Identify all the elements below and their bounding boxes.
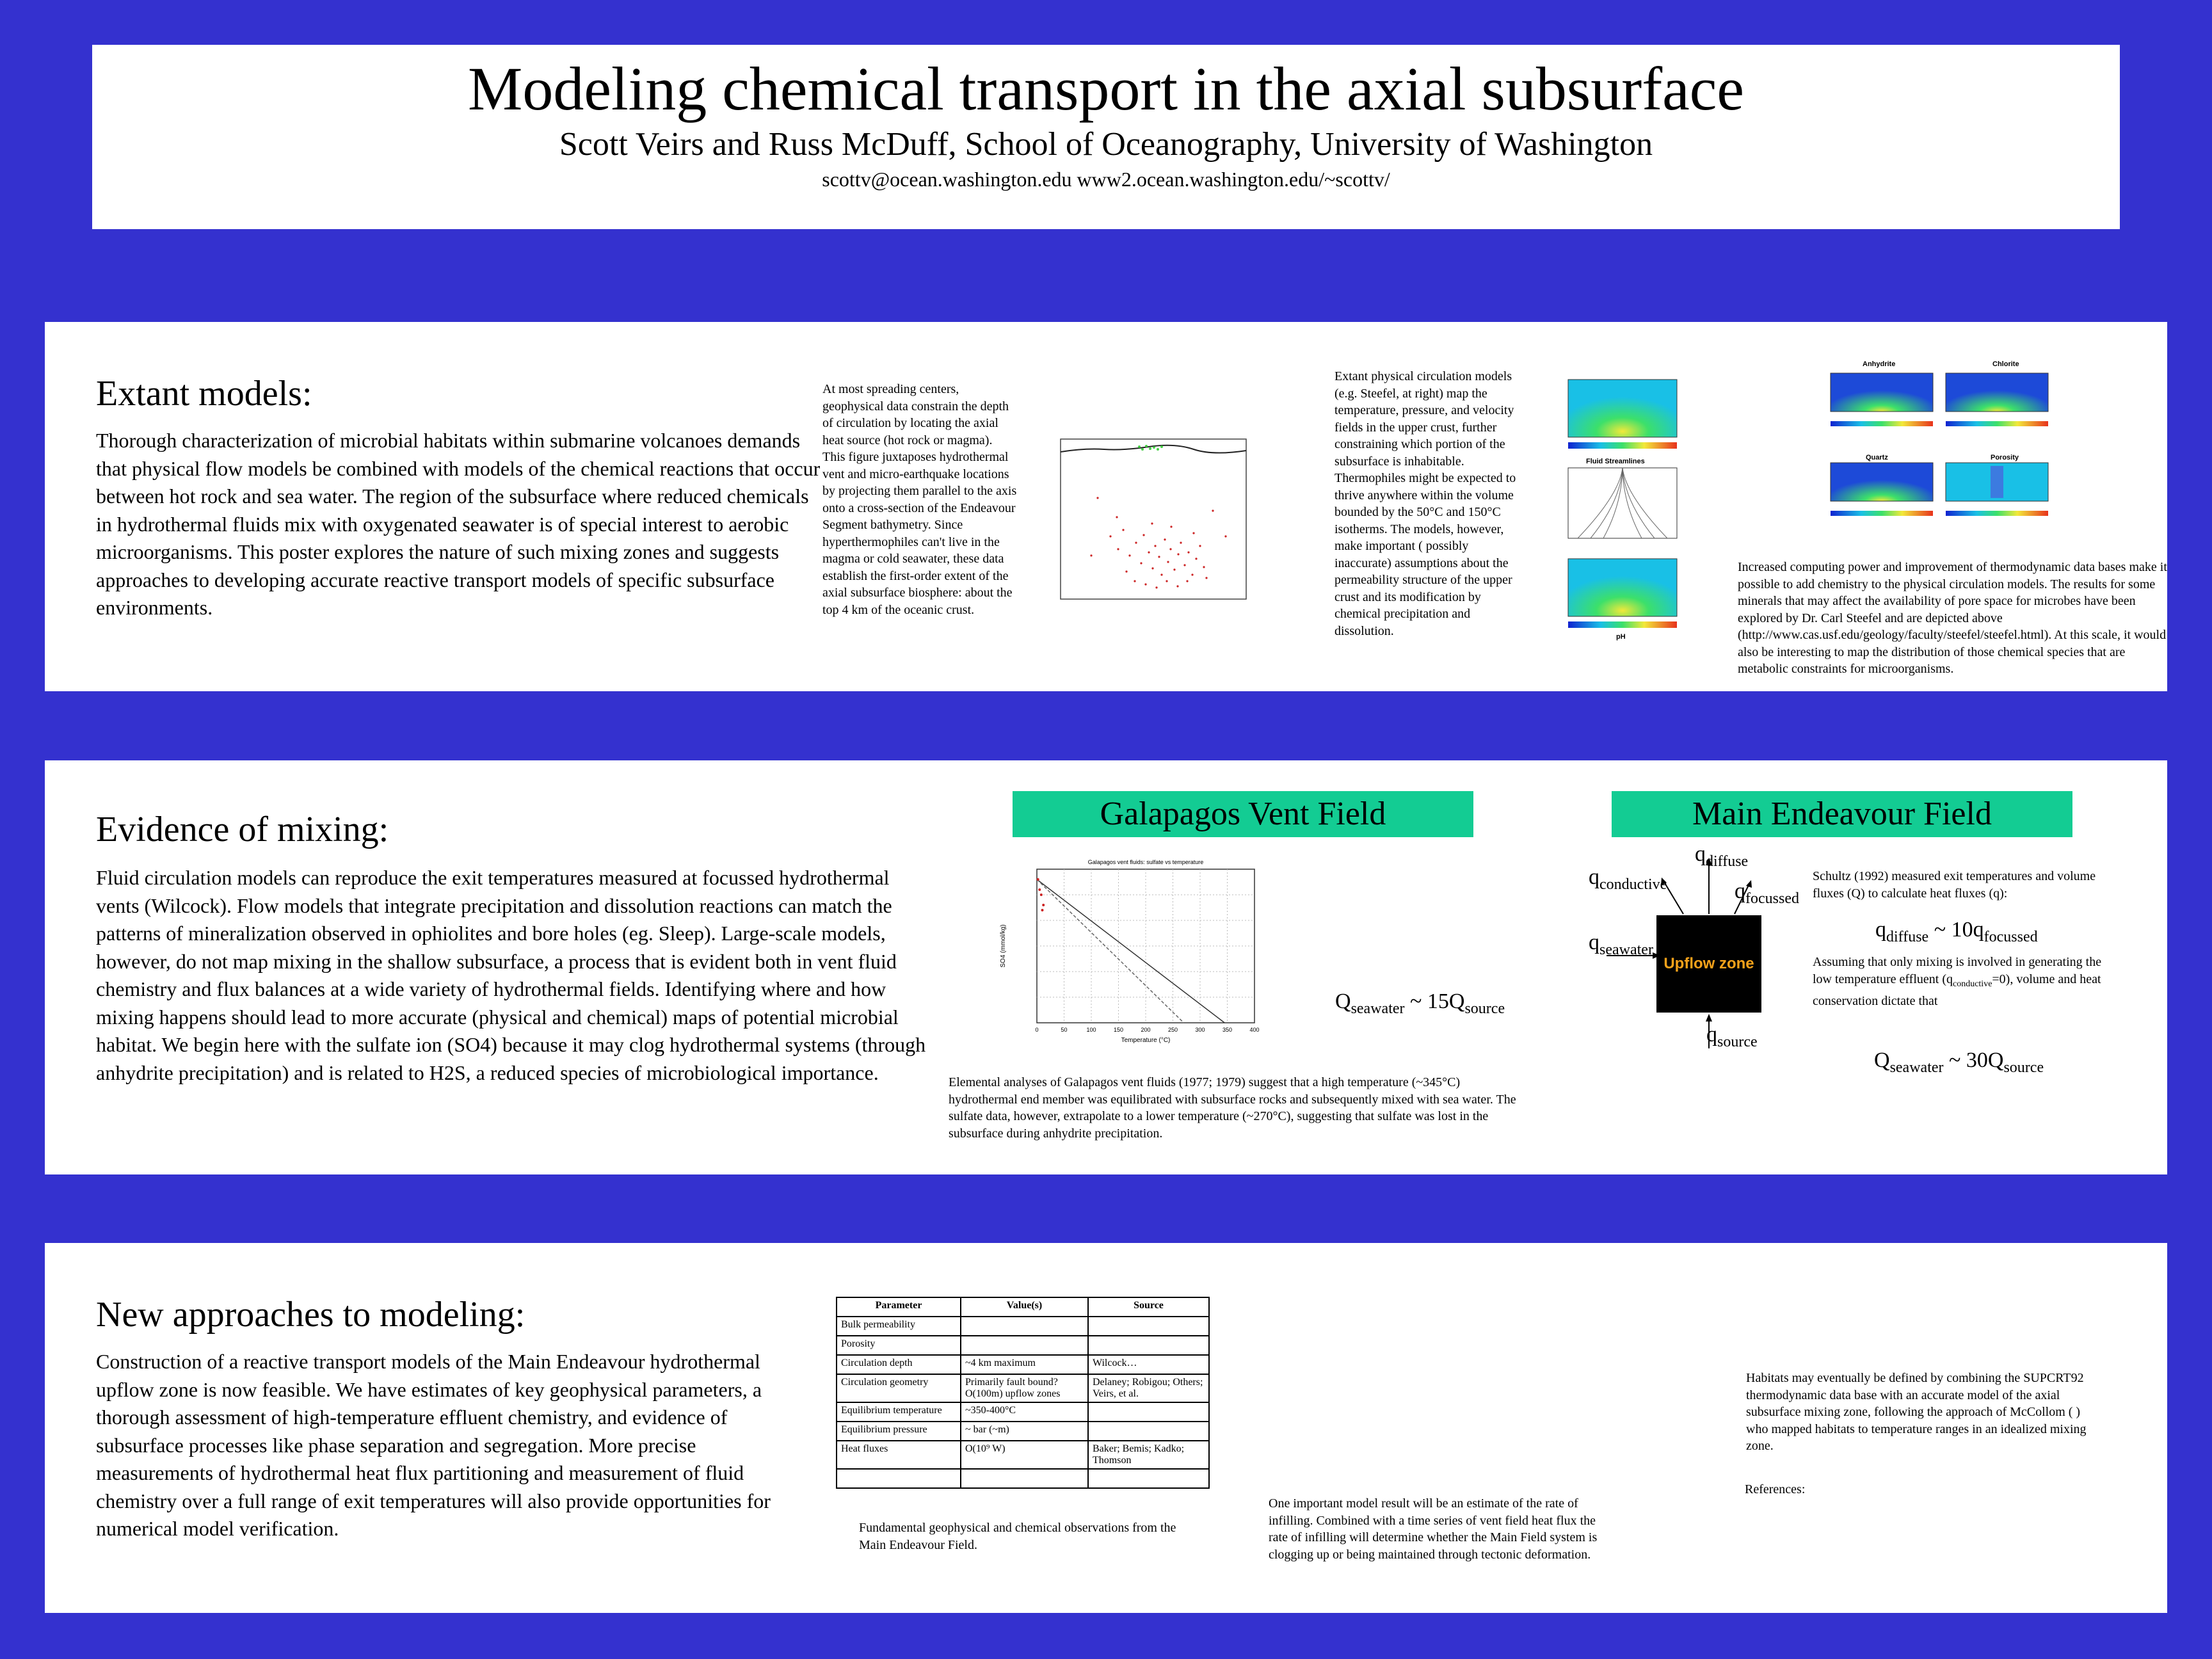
evidence-mixing-title: Evidence of mixing: xyxy=(96,810,389,849)
new-approaches-panel xyxy=(45,1243,2167,1613)
extant-models-body: Thorough characterization of microbial habitats within submarine volcanoes demands that physical flow models be combined with models of the chemical reactions that occur between hot rock and sea water. The region of the subsurface where reduced chemicals in hydrothermal fluids mix with oxygenated seawater is of special interest to aerobic microorganisms. This poster explores the nature of such mixing zones and suggests approaches to developing accurate reactive transport models of specific subsurface environments. xyxy=(96,429,821,619)
chart-x-tick-label: 0 xyxy=(1035,1027,1039,1033)
table-row xyxy=(837,1402,1209,1422)
source-cell xyxy=(1088,1336,1209,1355)
chemistry-models-caption: Increased computing power and improvement of thermodynamic data bases make it possible to add chemistry to the physical circulation models. The results for some minerals that may affect the availability of pore space for microbes have been explored by Dr. Carl Steefel and are depicted above (http://www.cas.usf.edu/geology/faculty/steefel/steefel.html). At this scale, it would also be interesting to map the distribution of those chemical species that are metabolic constraints for microorganisms. xyxy=(1738,560,2167,676)
chart-point xyxy=(1040,894,1043,896)
chart-x-tick-label: 50 xyxy=(1061,1027,1068,1033)
chart-point xyxy=(1038,888,1041,891)
anhydrite-label: Anhydrite xyxy=(1863,360,1896,368)
source-cell: Delaney; Robigou; Others; Veirs, et al. xyxy=(1088,1374,1209,1402)
chart-x-tick-label: 150 xyxy=(1113,1027,1124,1033)
q-source-label: $q_{source}$ xyxy=(1706,1023,1758,1050)
chart-x-tick-label: 100 xyxy=(1086,1027,1096,1033)
table-row xyxy=(837,1422,1209,1441)
table-header-parameter: Parameter xyxy=(837,1297,961,1317)
chart-x-tick-label: 250 xyxy=(1167,1027,1178,1033)
extant-models-title: Extant models: xyxy=(96,374,312,413)
extant-models-panel xyxy=(45,322,2167,691)
value-cell xyxy=(961,1469,1088,1488)
table-header-values: Value(s) xyxy=(961,1297,1088,1317)
steefel-circulation-plots xyxy=(1543,367,1683,648)
infilling-text: One important model result will be an estimate of the rate of infilling. Combined with a time series of vent field heat flux the rate of infilling will determine whether the Main Field system is clogging up or being maintained through tectonic deformation. xyxy=(1269,1496,1598,1562)
habitats-text: Habitats may eventually be defined by combining the SUPCRT92 thermodynamic data base with an accurate model of the axial subsurface mixing zone, following the approach of McCollom ( ) who mapped habitats to temperature ranges in an idealized mixing zone. xyxy=(1746,1371,2087,1453)
table-header-row xyxy=(837,1297,1209,1317)
chart-xlabel: Temperature (°C) xyxy=(1121,1037,1171,1044)
q-focussed-label: $q_{focussed}$ xyxy=(1735,879,1799,907)
parameter-cell: Circulation depth xyxy=(837,1355,961,1374)
parameter-cell: Bulk permeability xyxy=(837,1317,961,1336)
q-seawater-label: $q_{seawater}$ xyxy=(1589,931,1653,958)
upflow-zone-label: Upflow zone xyxy=(1663,955,1754,972)
value-cell: O(10⁹ W) xyxy=(961,1441,1088,1469)
main-endeavour-field-label: Main Endeavour Field xyxy=(1612,791,2072,837)
value-cell: ~ bar (~m) xyxy=(961,1422,1088,1441)
source-cell: Baker; Bemis; Kadko; Thomson xyxy=(1088,1441,1209,1469)
chart-title: Galapagos vent fluids: sulfate vs temperature xyxy=(1087,859,1204,865)
value-cell: ~4 km maximum xyxy=(961,1355,1088,1374)
chart-x-tick-label: 400 xyxy=(1249,1027,1260,1033)
galapagos-sulfate-chart xyxy=(992,850,1274,1055)
chart-point xyxy=(1037,878,1039,881)
poster-contact: scottv@ocean.washington.edu www2.ocean.washington.edu/~scottv/ xyxy=(822,168,1390,191)
chart-ylabel: SO4 (mmol/kg) xyxy=(1000,924,1007,968)
chlorite-label: Chlorite xyxy=(1992,360,2019,368)
table-header-source: Source xyxy=(1088,1297,1209,1317)
steefel-mineral-plots xyxy=(1799,354,2067,546)
heat-flux-equation: $q_{diffuse}$ ~ $10q_{focussed}$ xyxy=(1875,918,2038,945)
references-label: References: xyxy=(1745,1482,1806,1496)
source-cell xyxy=(1088,1422,1209,1441)
chart-x-tick-label: 200 xyxy=(1141,1027,1151,1033)
evidence-mixing-panel xyxy=(45,760,2167,1174)
value-cell xyxy=(961,1317,1088,1336)
value-cell xyxy=(961,1336,1088,1355)
value-cell: Primarily fault bound? O(100m) upflow zones xyxy=(961,1374,1088,1402)
earthquake-cross-section-figure xyxy=(1034,421,1277,613)
galapagos-vent-field-label: Galapagos Vent Field xyxy=(1013,791,1473,837)
assumption-text: Assuming that only mixing is involved in generating the low temperature effluent $(q_{conductive}=0)$, volume and heat conservation dictate that xyxy=(1813,955,2102,1008)
source-cell xyxy=(1088,1317,1209,1336)
chart-x-tick-label: 300 xyxy=(1195,1027,1205,1033)
schultz-text: Schultz (1992) measured exit temperatures and volume fluxes (Q) to calculate heat fluxes (q): xyxy=(1813,869,2096,901)
poster-authors: Scott Veirs and Russ McDuff, School of Oceanography, University of Washington xyxy=(559,126,1653,163)
chart-point xyxy=(1042,904,1045,906)
quartz-label: Quartz xyxy=(1866,454,1888,461)
parameter-cell: Circulation geometry xyxy=(837,1374,961,1402)
table-row xyxy=(837,1469,1209,1488)
table-row xyxy=(837,1441,1209,1469)
parameter-cell: Equilibrium pressure xyxy=(837,1422,961,1441)
table-row xyxy=(837,1317,1209,1336)
porosity-label: Porosity xyxy=(1991,454,2019,461)
q-diffuse-label: $q_{diffuse}$ xyxy=(1695,842,1749,870)
source-cell: Wilcock… xyxy=(1088,1355,1209,1374)
galapagos-caption: Elemental analyses of Galapagos vent fluids (1977; 1979) suggest that a high temperature (~345°C) hydrothermal end member was equilibrated with subsurface rocks and subsequently mixed with sea water. The sulfate data, however, extrapolate to a lower temperature (~270°C), suggesting that sulfate was lost in the subsurface during anhydrite precipitation. xyxy=(949,1075,1516,1141)
source-cell xyxy=(1088,1469,1209,1488)
parameter-table xyxy=(836,1297,1210,1489)
streamlines-label: Fluid Streamlines xyxy=(1586,458,1645,465)
table-caption: Fundamental geophysical and chemical observations from the Main Endeavour Field. xyxy=(859,1521,1176,1552)
galapagos-equation: $Q_{seawater}$ ~ $15Q_{source}$ xyxy=(1335,990,1505,1017)
parameter-cell: Equilibrium temperature xyxy=(837,1402,961,1422)
q-conductive-label: $q_{conductive}$ xyxy=(1589,865,1667,893)
new-approaches-body: Construction of a reactive transport models of the Main Endeavour hydrothermal upflow zone is now feasible. We have estimates of key geophysical parameters, a thorough assessment of high-temperature effluent chemistry, and evidence of subsurface processes like phase separation and segregation. More precise measurements of hydrothermal heat flux partitioning and measurement of fluid chemistry over a full range of exit temperatures will also provide opportunities for numerical model verification. xyxy=(96,1350,771,1540)
circulation-models-caption: Extant physical circulation models (e.g. Steefel, at right) map the temperature, pressure, and velocity fields in the upper crust, further constraining which portion of the subsurface is inhabitable. Thermophiles might be expected to thrive anywhere within the volume bounded by the 50°C and 150°C isotherms. The models, however, make important ( possibly inaccurate) assumptions about the permeability structure of the upper crust and its modification by chemical precipitation and dissolution. xyxy=(1334,369,1516,638)
new-approaches-title: New approaches to modeling: xyxy=(96,1295,525,1334)
table-row xyxy=(837,1374,1209,1402)
chart-point xyxy=(1041,909,1044,911)
table-row xyxy=(837,1336,1209,1355)
value-cell: ~350-400°C xyxy=(961,1402,1088,1422)
volume-flux-equation: $Q_{seawater}$ ~ $30Q_{source}$ xyxy=(1874,1048,2044,1076)
poster-header xyxy=(92,45,2120,229)
parameter-cell xyxy=(837,1469,961,1488)
ph-label: pH xyxy=(1616,633,1626,641)
source-cell xyxy=(1088,1402,1209,1422)
poster-title: Modeling chemical transport in the axial subsurface xyxy=(467,54,1744,123)
parameter-cell: Heat fluxes xyxy=(837,1441,961,1469)
evidence-mixing-body: Fluid circulation models can reproduce the exit temperatures measured at focussed hydrothermal vents (Wilcock). Flow models that integrate precipitation and dissolution reactions can match the patterns of mineralization observed in ophiolites and bore holes (eg. Sleep). Large-scale models, however, do not map mixing in the shallow subsurface, a process that is evident both in vent fluid chemistry and flux balances at a wide variety of hydrothermal fields. Identifying where and how mixing happens should lead to more accurate (physical and chemical) maps of potential microbial habitat. We begin here with the sulfate ion (SO4) because it may clog hydrothermal systems (through anhydrite precipitation) and is related to H2S, a reduced species of microbiological importance. xyxy=(96,866,926,1084)
parameter-table-wrap xyxy=(836,1297,1210,1489)
chart-x-tick-label: 350 xyxy=(1222,1027,1233,1033)
parameter-cell: Porosity xyxy=(837,1336,961,1355)
table-row xyxy=(837,1355,1209,1374)
bathymetry-caption: At most spreading centers, geophysical data constrain the depth of circulation by locating the axial heat source (hot rock or magma). This figure juxtaposes hydrothermal vent and micro-earthquake locations by projecting them parallel to the axis onto a cross-section of the Endeavour Segment bathymetry. Since hyperthermophiles can't live in the magma or cold seawater, these data establish the first-order extent of the axial subsurface biosphere: about the top 4 km of the oceanic crust. xyxy=(822,382,1017,617)
